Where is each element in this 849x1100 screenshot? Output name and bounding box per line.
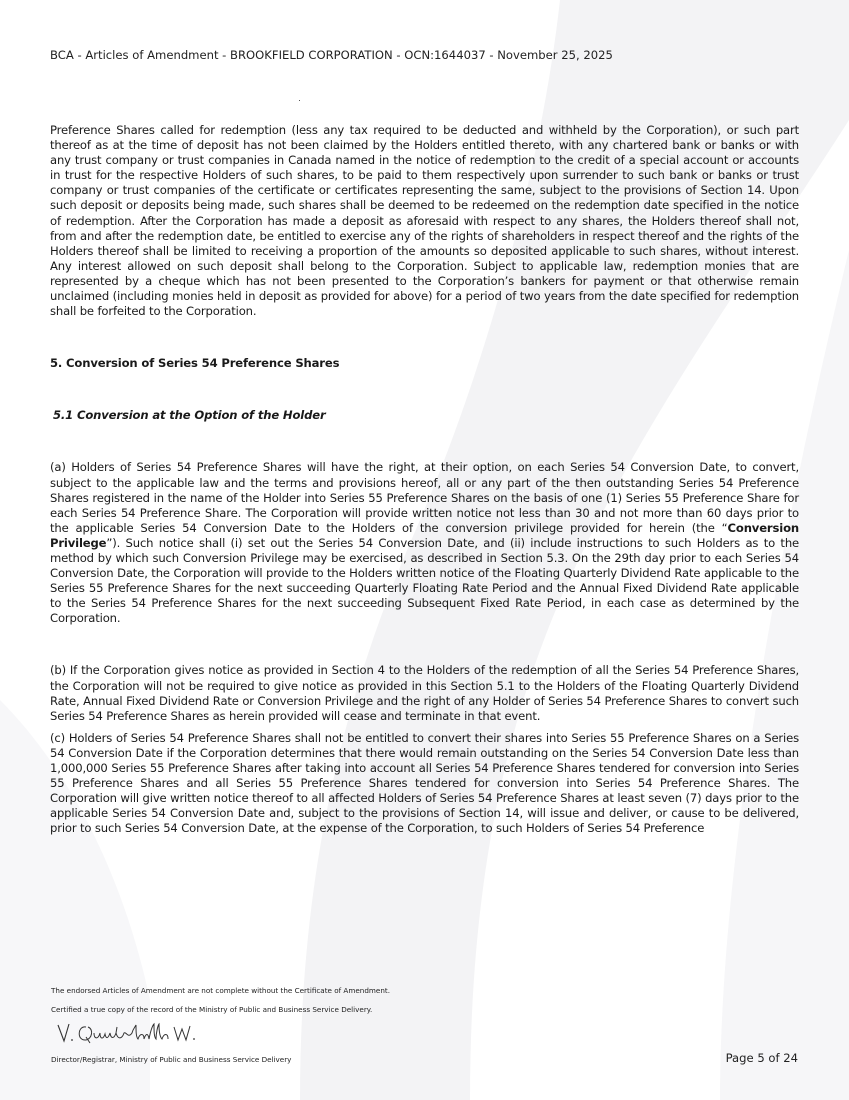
footer-certification: Certified a true copy of the record of the Ministry of Public and Business Service Delivery. bbox=[51, 1005, 373, 1014]
document-header: BCA - Articles of Amendment - BROOKFIELD CORPORATION - OCN:1644037 - November 25, 2025 bbox=[50, 48, 613, 62]
stray-mark bbox=[299, 100, 300, 101]
paragraph-a-text-2: ”). Such notice shall (i) set out the Series 54 Conversion Date, and (ii) include instructions to such Holders as to the method by which such Conversion Privilege may be exercised, as described in Section 5.3. On the 29th day prior to each Series 54 Conversion Date, the Corporation will provide to the Holders written notice of the Floating Quarterly Dividend Rate applicable to the Series 55 Preference Shares for the next succeeding Quarterly Floating Rate Period and the Annual Fixed Dividend Rate applicable to the Series 54 Preference Shares for the next succeeding Subsequent Fixed Rate Period, in each case as determined by the Corporation. bbox=[50, 535, 799, 626]
paragraph-a-text-1: (a) Holders of Series 54 Preference Shares will have the right, at their option, on each Series 54 Conversion Date, to convert, subject to the applicable law and the terms and provisions hereof, all or any part of the then outstanding Series 54 Preference Shares registered in the name of the Holder into Series 55 Preference Shares on the basis of one (1) Series 55 Preference Share for each Series 54 Preference Share. The Corporation will provide written notice not less than 30 and not more than 60 days prior to the applicable Series 54 Conversion Date to the Holders of the conversion privilege provided for herein (the “ bbox=[50, 460, 799, 535]
paragraph-a bbox=[50, 460, 799, 626]
footer-notice: The endorsed Articles of Amendment are not complete without the Certificate of Amendment. bbox=[51, 986, 390, 995]
document-body bbox=[50, 123, 799, 836]
paragraph-c: (c) Holders of Series 54 Preference Shares shall not be entitled to convert their shares into Series 55 Preference Shares on a Series 54 Conversion Date if the Corporation determines that there would remain outstanding on the Series 54 Conversion Date less than 1,000,000 Series 55 Preference Shares after taking into account all Series 54 Preference Shares tendered for conversion into Series 55 Preference Shares and all Series 55 Preference Shares tendered for conversion into Series 54 Preference Shares. The Corporation will give written notice thereof to all affected Holders of Series 54 Preference Shares at least seven (7) days prior to the applicable Series 54 Conversion Date and, subject to the provisions of Section 14, will issue and deliver, or cause to be delivered, prior to such Series 54 Conversion Date, at the expense of the Corporation, to such Holders of Series 54 Preference bbox=[50, 730, 799, 836]
section-heading: 5. Conversion of Series 54 Preference Shares bbox=[50, 356, 340, 371]
defined-term: Conversion Privilege bbox=[50, 520, 799, 550]
paragraph-redemption-deposit: Preference Shares called for redemption (less any tax required to be deducted and withheld by the Corporation), or such part thereof as at the time of deposit has not been claimed by the Holders entitled thereto, with any chartered bank or banks or with any trust company or trust companies in Canada named in the notice of redemption to the credit of a special account or accounts in trust for the respective Holders of such shares, to be paid to them respectively upon surrender to such bank or banks or trust company or trust companies of the certificate or certificates representing the same, subject to the provisions of Section 14. Upon such deposit or deposits being made, such shares shall be deemed to be redeemed on the redemption date specified in the notice of redemption. After the Corporation has made a deposit as aforesaid with respect to any shares, the Holders thereof shall not, from and after the redemption date, be entitled to exercise any of the rights of shareholders in respect thereof and the rights of the Holders thereof shall be limited to receiving a proportion of the amounts so deposited applicable to such shares, without interest. Any interest allowed on such deposit shall belong to the Corporation. Subject to applicable law, redemption monies that are represented by a cheque which has not been presented to the Corporation’s bankers for payment or that otherwise remain unclaimed (including monies held in deposit as provided for above) for a period of two years from the date specified for redemption shall be forfeited to the Corporation. bbox=[50, 123, 799, 319]
footer-registrar-title: Director/Registrar, Ministry of Public and Business Service Delivery bbox=[51, 1055, 292, 1064]
paragraph-b: (b) If the Corporation gives notice as provided in Section 4 to the Holders of the redemption of all the Series 54 Preference Shares, the Corporation will not be required to give notice as provided in this Section 5.1 to the Holders of the Floating Quarterly Dividend Rate, Annual Fixed Dividend Rate or Conversion Privilege and the right of any Holder of Series 54 Preference Shares to convert such Series 54 Preference Shares as herein provided will cease and terminate in that event. bbox=[50, 663, 799, 723]
subsection-heading: 5.1 Conversion at the Option of the Holder bbox=[53, 408, 326, 423]
signature-image bbox=[56, 1019, 206, 1047]
page-number: Page 5 of 24 bbox=[725, 1051, 798, 1065]
